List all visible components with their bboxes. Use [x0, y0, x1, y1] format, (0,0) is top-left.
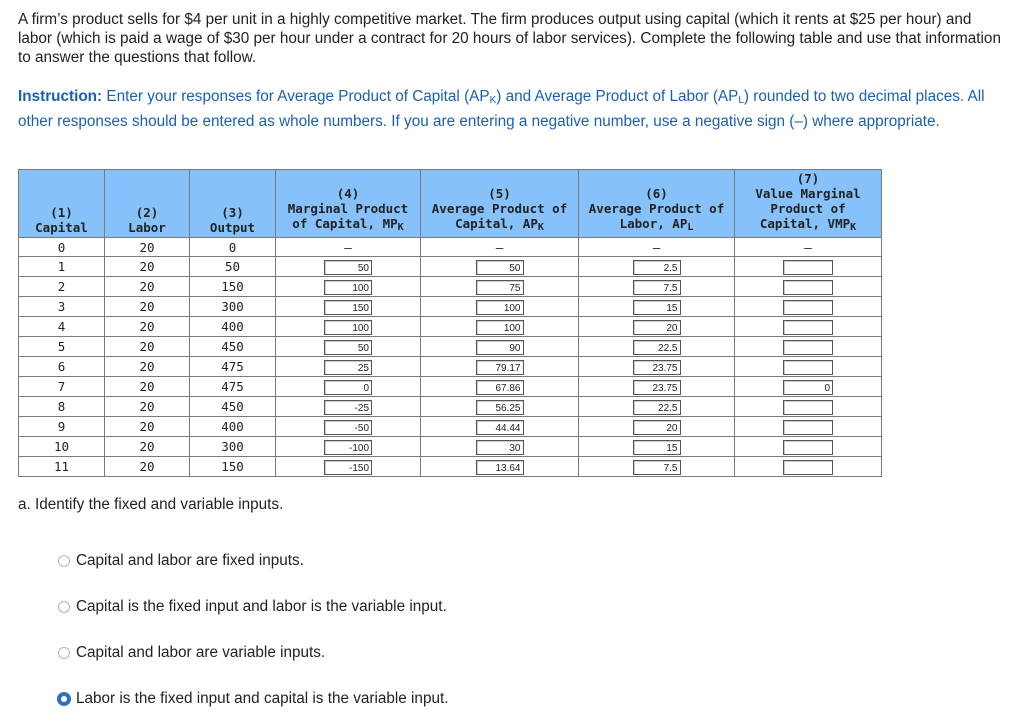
table-row — [19, 417, 882, 437]
table-row — [19, 277, 882, 297]
cell-labor: 20 — [105, 238, 190, 257]
column-header-7 — [735, 170, 882, 238]
column-label-line-1: Capital — [35, 220, 88, 235]
instruction-part-3: ) rounded to two decimal places. All other responses should be entered as whole numbers. If you are entering a negative number, use a negative sign (–) where appropriate. — [18, 88, 985, 130]
apk-input[interactable]: 90 — [476, 340, 524, 355]
cell-apk — [421, 277, 579, 297]
answer-option[interactable] — [58, 644, 325, 662]
cell-labor: 20 — [105, 397, 190, 417]
column-label-line-1: Marginal Product — [287, 201, 409, 216]
cell-output: 450 — [190, 397, 276, 417]
instruction-label: Instruction: — [18, 88, 103, 105]
instruction-sub-k: K — [489, 95, 497, 106]
cell-capital: 1 — [19, 257, 105, 277]
column-label-sub: K — [850, 222, 857, 233]
cell-apk — [421, 397, 579, 417]
instruction-part-1: Enter your responses for Average Product of Capital (AP — [102, 88, 490, 105]
apl-input[interactable]: 22.5 — [633, 340, 681, 355]
apl-input[interactable]: 15 — [633, 300, 681, 315]
question-a-prompt: a. Identify the fixed and variable inputs. — [18, 496, 284, 513]
table-header-row — [19, 170, 882, 238]
cell-mpk — [276, 417, 421, 437]
cell-output: 400 — [190, 417, 276, 437]
cell-vmpk — [735, 317, 882, 337]
apl-input[interactable]: 15 — [633, 440, 681, 455]
vmpk-input[interactable] — [783, 260, 833, 275]
column-label-line-1: Labor — [128, 220, 166, 235]
cell-vmpk-dash: – — [735, 238, 882, 257]
cell-mpk — [276, 397, 421, 417]
column-number: (5) — [488, 186, 511, 201]
vmpk-input[interactable] — [783, 340, 833, 355]
mpk-input[interactable]: -150 — [324, 460, 372, 475]
column-number: (2) — [135, 205, 159, 220]
apk-input[interactable]: 67.86 — [476, 380, 524, 395]
answer-option[interactable] — [58, 598, 447, 616]
cell-labor: 20 — [105, 277, 190, 297]
radio-button[interactable] — [57, 692, 71, 706]
mpk-input[interactable]: 150 — [324, 300, 372, 315]
cell-capital: 8 — [19, 397, 105, 417]
apk-input[interactable]: 50 — [476, 260, 524, 275]
column-label-line-1: Average Product of — [431, 201, 568, 216]
cell-output: 300 — [190, 437, 276, 457]
column-number: (1) — [50, 205, 73, 220]
radio-button[interactable] — [58, 647, 70, 659]
vmpk-input[interactable] — [783, 460, 833, 475]
column-number: (3) — [221, 205, 244, 220]
column-header-6 — [579, 170, 735, 238]
column-header-5 — [421, 170, 579, 238]
radio-button[interactable] — [58, 555, 70, 567]
cell-apl — [579, 337, 735, 357]
cell-apl — [579, 377, 735, 397]
table-row — [19, 437, 882, 457]
table-row — [19, 377, 882, 397]
cell-capital: 11 — [19, 457, 105, 477]
cell-output: 0 — [190, 238, 276, 257]
cell-apl — [579, 437, 735, 457]
cell-apl — [579, 417, 735, 437]
apl-input[interactable]: 7.5 — [633, 460, 681, 475]
table-row — [19, 257, 882, 277]
cell-mpk — [276, 257, 421, 277]
vmpk-input[interactable] — [783, 360, 833, 375]
cell-labor: 20 — [105, 357, 190, 377]
table-row — [19, 357, 882, 377]
cell-apk — [421, 417, 579, 437]
table-row — [19, 297, 882, 317]
table-row — [19, 337, 882, 357]
column-number: (4) — [336, 186, 360, 201]
mpk-input[interactable]: 100 — [324, 280, 372, 295]
column-header-4 — [276, 170, 421, 238]
cell-mpk-dash: – — [276, 238, 421, 257]
cell-output: 150 — [190, 277, 276, 297]
column-label-sub: K — [397, 222, 404, 233]
answer-option[interactable] — [58, 552, 304, 570]
cell-mpk — [276, 317, 421, 337]
vmpk-input[interactable] — [783, 420, 833, 435]
cell-apk — [421, 317, 579, 337]
cell-apk — [421, 357, 579, 377]
column-header-2 — [105, 170, 190, 238]
vmpk-input[interactable] — [783, 400, 833, 415]
apk-input[interactable]: 13.64 — [476, 460, 524, 475]
column-label-line-3: Capital, VMP — [759, 216, 851, 231]
column-header-3 — [190, 170, 276, 238]
cell-vmpk — [735, 437, 882, 457]
mpk-input[interactable]: 0 — [324, 380, 372, 395]
cell-output: 450 — [190, 337, 276, 357]
cell-apl — [579, 277, 735, 297]
vmpk-input[interactable] — [783, 320, 833, 335]
mpk-input[interactable]: 50 — [324, 260, 372, 275]
cell-capital: 9 — [19, 417, 105, 437]
cell-apl — [579, 457, 735, 477]
cell-capital: 5 — [19, 337, 105, 357]
cell-apk — [421, 257, 579, 277]
cell-mpk — [276, 437, 421, 457]
vmpk-input[interactable] — [783, 300, 833, 315]
cell-apl — [579, 297, 735, 317]
radio-button[interactable] — [58, 601, 70, 613]
cell-mpk — [276, 337, 421, 357]
table-row — [19, 457, 882, 477]
cell-output: 475 — [190, 357, 276, 377]
column-label-sub: L — [687, 222, 694, 233]
column-number: (6) — [645, 186, 668, 201]
cell-output: 400 — [190, 317, 276, 337]
apk-input[interactable]: 79.17 — [476, 360, 524, 375]
cell-labor: 20 — [105, 257, 190, 277]
apl-input[interactable]: 23.75 — [633, 360, 681, 375]
cell-apk-dash: – — [421, 238, 579, 257]
cell-mpk — [276, 457, 421, 477]
cell-apl — [579, 397, 735, 417]
cell-labor: 20 — [105, 317, 190, 337]
cell-labor: 20 — [105, 457, 190, 477]
cell-labor: 20 — [105, 297, 190, 317]
answer-option-label: Capital and labor are fixed inputs. — [76, 552, 304, 569]
cell-mpk — [276, 377, 421, 397]
apl-input[interactable]: 2.5 — [633, 260, 681, 275]
mpk-input[interactable]: -25 — [324, 400, 372, 415]
instruction-text — [18, 86, 1003, 132]
cell-vmpk — [735, 257, 882, 277]
answer-option-label: Capital and labor are variable inputs. — [76, 644, 326, 661]
cell-vmpk — [735, 337, 882, 357]
apk-input[interactable]: 56.25 — [476, 400, 524, 415]
column-label-line-1: Value Marginal — [755, 186, 861, 201]
cell-apl — [579, 257, 735, 277]
vmpk-input[interactable] — [783, 280, 833, 295]
cell-vmpk — [735, 457, 882, 477]
column-header-1 — [19, 170, 105, 238]
cell-apl — [579, 357, 735, 377]
cell-capital: 6 — [19, 357, 105, 377]
apl-input[interactable]: 23.75 — [633, 380, 681, 395]
answer-option[interactable] — [58, 690, 448, 708]
instruction-sub-l: L — [738, 95, 744, 106]
cell-apk — [421, 337, 579, 357]
column-number: (7) — [796, 171, 820, 186]
cell-capital: 10 — [19, 437, 105, 457]
vmpk-input[interactable] — [783, 440, 833, 455]
cell-labor: 20 — [105, 437, 190, 457]
cell-capital: 2 — [19, 277, 105, 297]
apk-input[interactable]: 100 — [476, 320, 524, 335]
cell-mpk — [276, 297, 421, 317]
cell-mpk — [276, 277, 421, 297]
cell-vmpk — [735, 277, 882, 297]
cell-capital: 0 — [19, 238, 105, 257]
apl-input[interactable]: 20 — [633, 320, 681, 335]
column-label-line-2: Labor, AP — [619, 216, 688, 231]
instruction-part-2: ) and Average Product of Labor (AP — [496, 88, 739, 105]
problem-statement: A firm’s product sells for $4 per unit in a highly competitive market. The firm produces output using capital (which it rents at $25 per hour) and labor (which is paid a wage of $30 per hour under a contract for 20 hours of labor services). Complete the following table and use that information to answer the questions that follow. — [18, 11, 1001, 66]
mpk-input[interactable]: 100 — [324, 320, 372, 335]
cell-apk — [421, 437, 579, 457]
answer-option-label: Capital is the fixed input and labor is the variable input. — [76, 598, 447, 615]
apl-input[interactable]: 7.5 — [633, 280, 681, 295]
mpk-input[interactable]: 50 — [324, 340, 372, 355]
column-label-sub: K — [537, 222, 544, 233]
mpk-input[interactable]: -100 — [324, 440, 372, 455]
table-row — [19, 397, 882, 417]
cell-vmpk — [735, 297, 882, 317]
cell-mpk — [276, 357, 421, 377]
column-label-line-2: Capital, AP — [455, 216, 538, 231]
production-table — [18, 169, 882, 477]
table-body — [19, 238, 882, 477]
cell-output: 150 — [190, 457, 276, 477]
cell-apk — [421, 377, 579, 397]
apk-input[interactable]: 44.44 — [476, 420, 524, 435]
cell-vmpk — [735, 397, 882, 417]
table-row — [19, 317, 882, 337]
column-label-line-2: Product of — [770, 201, 846, 216]
cell-output: 50 — [190, 257, 276, 277]
apl-input[interactable]: 20 — [633, 420, 681, 435]
cell-vmpk — [735, 417, 882, 437]
cell-apl-dash: – — [579, 238, 735, 257]
column-label-line-1: Average Product of — [588, 201, 725, 216]
cell-capital: 3 — [19, 297, 105, 317]
cell-vmpk — [735, 357, 882, 377]
cell-output: 300 — [190, 297, 276, 317]
cell-labor: 20 — [105, 377, 190, 397]
cell-labor: 20 — [105, 417, 190, 437]
mpk-input[interactable]: -50 — [324, 420, 372, 435]
apk-input[interactable]: 100 — [476, 300, 524, 315]
cell-output: 475 — [190, 377, 276, 397]
cell-capital: 4 — [19, 317, 105, 337]
cell-apk — [421, 297, 579, 317]
mpk-input[interactable]: 25 — [324, 360, 372, 375]
apk-input[interactable]: 75 — [476, 280, 524, 295]
cell-apl — [579, 317, 735, 337]
vmpk-input[interactable]: 0 — [783, 380, 833, 395]
column-label-line-1: Output — [209, 220, 256, 235]
cell-labor: 20 — [105, 337, 190, 357]
cell-apk — [421, 457, 579, 477]
apk-input[interactable]: 30 — [476, 440, 524, 455]
cell-capital: 7 — [19, 377, 105, 397]
cell-vmpk — [735, 377, 882, 397]
column-label-line-2: of Capital, MP — [292, 216, 398, 231]
table-row — [19, 238, 882, 257]
apl-input[interactable]: 22.5 — [633, 400, 681, 415]
answer-option-label: Labor is the fixed input and capital is the variable input. — [76, 690, 449, 707]
